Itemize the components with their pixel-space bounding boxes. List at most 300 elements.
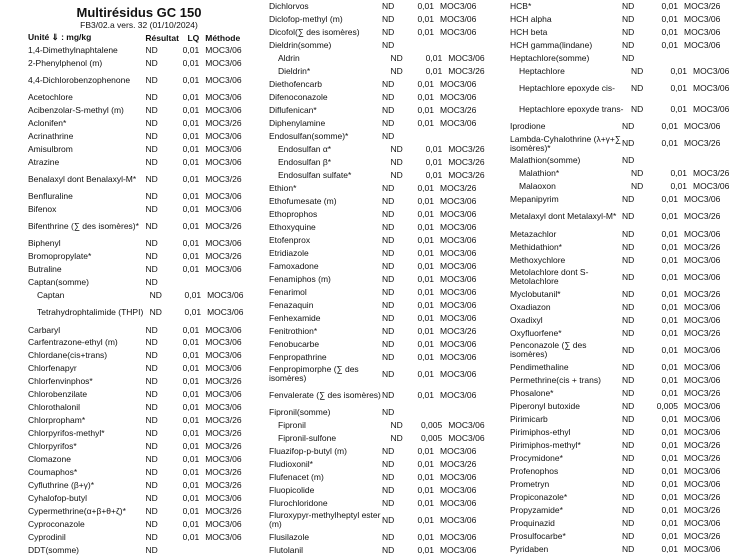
method-code: MOC3/06: [684, 301, 721, 312]
results-column-3: [510, 0, 742, 556]
lq-value: 0,01: [182, 44, 200, 55]
result-value: ND: [145, 221, 158, 232]
table-row: [269, 286, 498, 299]
method-code: MOC3/06: [205, 454, 242, 465]
result-value: ND: [390, 156, 403, 167]
table-row: [510, 491, 742, 504]
table-row: [269, 117, 498, 130]
substance-name: Fluopicolide: [269, 485, 315, 495]
substance-name: Fluroxypyr-methylheptyl ester (m): [269, 511, 381, 530]
method-code: MOC3/06: [205, 532, 242, 543]
table-row: [269, 432, 498, 445]
lq-value: 0,01: [182, 363, 200, 374]
substance-name: Cyhalofop-butyl: [28, 494, 88, 504]
method-code: MOC3/06: [205, 238, 242, 249]
lq-value: 0,01: [417, 471, 434, 482]
method-code: MOC3/26: [205, 467, 242, 478]
result-value: ND: [145, 105, 158, 116]
result-value: ND: [382, 39, 395, 50]
table-row: [269, 406, 498, 419]
substance-name: Bromopropylate*: [28, 252, 92, 262]
result-value: ND: [622, 478, 635, 489]
substance-name: Dicofol(∑ des isomères): [269, 27, 360, 37]
result-value: ND: [631, 65, 644, 76]
substance-name: Endosulfan β*: [278, 157, 332, 167]
table-row: [510, 426, 742, 439]
table-row: [510, 517, 742, 530]
method-code: MOC3/26: [205, 415, 242, 426]
result-value: ND: [631, 83, 644, 93]
substance-name: Aldrin: [278, 53, 300, 63]
method-code: MOC3/06: [684, 344, 721, 355]
substance-name: Captan: [37, 291, 65, 301]
lq-value: 0,01: [661, 327, 678, 338]
result-value: ND: [622, 465, 635, 476]
lq-value: 0,01: [670, 65, 687, 76]
result-value: ND: [382, 406, 395, 417]
lq-value: 0,01: [661, 0, 678, 11]
method-code: MOC3/06: [440, 26, 477, 37]
result-value: ND: [622, 52, 635, 63]
table-row: [28, 117, 250, 130]
method-code: MOC3/06: [205, 324, 242, 335]
result-value: ND: [622, 211, 635, 222]
table-row: [28, 143, 250, 156]
method-code: MOC3/06: [440, 195, 477, 206]
table-row: [269, 510, 498, 531]
substance-name: Acrinathrine: [28, 132, 74, 142]
substance-name: HCH gamma(lindane): [510, 40, 593, 50]
substance-name: Ethoxyquine: [269, 222, 316, 232]
table-row: [269, 299, 498, 312]
lq-value: 0,01: [417, 514, 434, 525]
result-value: ND: [145, 92, 158, 103]
method-code: MOC3/26: [684, 211, 721, 222]
table-row: [28, 466, 250, 479]
result-value: ND: [145, 363, 158, 374]
substance-name: Penconazole (∑ des isomères): [510, 341, 587, 360]
result-value: ND: [382, 325, 395, 336]
substance-name: Carfentrazone-ethyl (m): [28, 338, 118, 348]
table-row: [510, 361, 742, 374]
table-row: [510, 374, 742, 387]
result-value: ND: [145, 131, 158, 142]
table-row: [510, 504, 742, 517]
table-row: [269, 156, 498, 169]
method-code: MOC3/06: [440, 0, 477, 11]
result-value: ND: [145, 506, 158, 517]
substance-name: Fluazifop-p-butyl (m): [269, 446, 347, 456]
method-code: MOC3/26: [448, 65, 485, 76]
lq-value: 0,01: [417, 325, 434, 336]
results-list: [269, 0, 498, 557]
substance-name: Lambda-Cyhalothrine (λ+γ+∑ isomères)*: [510, 134, 621, 153]
result-value: ND: [622, 228, 635, 239]
table-row: [28, 362, 250, 375]
method-code: MOC3/06: [440, 221, 477, 232]
substance-name: Ethoprophos: [269, 209, 318, 219]
result-value: ND: [145, 350, 158, 361]
lq-value: 0,01: [417, 445, 434, 456]
method-code: MOC3/26: [684, 241, 721, 252]
method-code: MOC3/26: [448, 156, 485, 167]
result-value: ND: [145, 441, 158, 452]
lq-value: 0,01: [182, 105, 200, 116]
lq-value: 0,01: [425, 65, 443, 76]
substance-name: Acetochlore: [28, 93, 73, 103]
table-row: [269, 195, 498, 208]
result-value: ND: [622, 254, 635, 265]
table-row: [28, 479, 250, 492]
lq-value: 0,01: [182, 191, 200, 202]
substance-name: Heptachlore: [519, 66, 565, 76]
lq-value: 0,01: [417, 299, 434, 310]
lq-value: 0,01: [425, 143, 443, 154]
lq-value: 0,01: [182, 402, 200, 413]
page-title: Multirésidus GC 150: [76, 5, 202, 20]
lq-value: 0,01: [182, 376, 200, 387]
result-value: ND: [145, 157, 158, 168]
substance-name: Endosulfan α*: [278, 144, 332, 154]
method-code: MOC3/26: [205, 118, 242, 129]
table-row: [269, 13, 498, 26]
substance-name: Chlorfenapyr: [28, 364, 77, 374]
result-value: ND: [145, 415, 158, 426]
method-code: MOC3/26: [448, 169, 485, 180]
result-value: ND: [631, 104, 644, 115]
method-code: MOC3/06: [205, 131, 242, 142]
substance-name: Myclobutanil*: [510, 289, 561, 299]
result-value: ND: [622, 314, 635, 325]
lq-value: 0,01: [417, 338, 434, 349]
substance-name: Captan(somme): [28, 278, 89, 288]
method-code: MOC3/06: [693, 181, 730, 192]
substance-name: HCH beta: [510, 27, 548, 37]
lq-value: 0,01: [661, 452, 678, 463]
lq-value: 0,01: [425, 156, 443, 167]
table-row: [510, 340, 742, 361]
table-row: [269, 78, 498, 91]
result-value: ND: [390, 52, 403, 63]
table-row: [269, 544, 498, 557]
substance-name: Pirimicarb: [510, 414, 548, 424]
substance-name: Chlordane(cis+trans): [28, 351, 108, 361]
method-code: MOC3/06: [693, 104, 730, 115]
substance-name: Flusilazole: [269, 532, 310, 542]
substance-name: Flutolanil: [269, 545, 304, 555]
results-list: [510, 0, 742, 556]
substance-name: Amisulbrom: [28, 145, 73, 155]
table-row: [269, 143, 498, 156]
result-value: ND: [145, 57, 158, 68]
method-code: MOC3/06: [205, 350, 242, 361]
method-code: MOC3/06: [205, 44, 242, 55]
table-row: [269, 338, 498, 351]
method-code: MOC3/06: [205, 75, 242, 86]
table-row: [28, 57, 250, 70]
table-row: [269, 260, 498, 273]
result-value: ND: [622, 374, 635, 385]
substance-name: Metolachlore dont S-Metolachlore: [510, 268, 589, 287]
table-row: [269, 364, 498, 385]
result-value: ND: [622, 194, 635, 205]
table-row: [28, 216, 250, 237]
result-value: ND: [622, 288, 635, 299]
lq-value: 0,005: [420, 419, 443, 430]
lq-value: 0,01: [182, 506, 200, 517]
table-row: [28, 263, 250, 276]
table-row: [28, 91, 250, 104]
lq-value: 0,01: [661, 426, 678, 437]
table-row: [269, 52, 498, 65]
lq-value: 0,01: [661, 121, 678, 132]
lq-value: 0,01: [661, 301, 678, 312]
table-row: [269, 312, 498, 325]
substance-name: 2-Phenylphenol (m): [28, 58, 103, 68]
method-code: MOC3/06: [440, 286, 477, 297]
substance-name: Piperonyl butoxide: [510, 401, 580, 411]
method-code: MOC3/06: [684, 374, 721, 385]
lq-value: 0,01: [182, 389, 200, 400]
result-value: ND: [622, 121, 635, 132]
lq-value: 0,01: [670, 104, 687, 115]
substance-name: Malaoxon: [519, 182, 556, 192]
lq-value: 0,01: [417, 389, 434, 400]
method-code: MOC3/06: [205, 204, 242, 215]
method-code: MOC3/06: [205, 157, 242, 168]
lq-value: 0,01: [417, 91, 434, 102]
table-row: [510, 478, 742, 491]
substance-name: Etofenprox: [269, 235, 311, 245]
lq-value: 0,01: [417, 117, 434, 128]
result-value: ND: [145, 519, 158, 530]
substance-name: Fenitrothion*: [269, 326, 318, 336]
result-value: ND: [382, 286, 395, 297]
lq-value: 0,01: [661, 361, 678, 372]
substance-name: Fenazaquin: [269, 300, 314, 310]
lq-value: 0,01: [182, 454, 200, 465]
lq-value: 0,01: [182, 532, 200, 543]
table-row: [28, 302, 250, 323]
result-value: ND: [149, 290, 162, 301]
table-row: [510, 154, 742, 167]
result-value: ND: [382, 389, 395, 400]
method-code: MOC3/06: [440, 117, 477, 128]
method-code: MOC3/06: [205, 337, 242, 348]
method-code: MOC3/06: [205, 389, 242, 400]
table-header: [28, 31, 250, 44]
lq-value: 0,01: [417, 182, 434, 193]
table-row: [28, 44, 250, 57]
lq-value: 0,01: [417, 260, 434, 271]
method-code: MOC3/26: [684, 504, 721, 515]
lq-value: 0,01: [661, 439, 678, 450]
table-row: [28, 401, 250, 414]
method-code: MOC3/06: [205, 92, 242, 103]
lq-value: 0,01: [670, 168, 687, 179]
substance-name: Etridiazole: [269, 248, 309, 258]
substance-name: Benfluraline: [28, 192, 73, 202]
table-row: [28, 169, 250, 190]
substance-name: Endosulfan sulfate*: [278, 170, 352, 180]
result-value: ND: [145, 251, 158, 262]
result-value: ND: [382, 351, 395, 362]
method-code: MOC3/06: [684, 517, 721, 528]
table-row: [28, 492, 250, 505]
method-code: MOC3/06: [205, 402, 242, 413]
substance-name: DDT(somme): [28, 546, 79, 556]
result-value: ND: [622, 504, 635, 515]
result-value: ND: [382, 273, 395, 284]
table-row: [28, 440, 250, 453]
table-row: [510, 413, 742, 426]
method-code: MOC3/06: [205, 363, 242, 374]
substance-name: Cyfluthrine (β+γ)*: [28, 481, 95, 491]
result-value: ND: [622, 530, 635, 541]
substance-name: Chlorothalonil: [28, 403, 80, 413]
substance-name: Permethrine(cis + trans): [510, 375, 601, 385]
substance-name: Proquinazid: [510, 518, 555, 528]
lq-value: 0,01: [182, 415, 200, 426]
lq-value: 0,01: [417, 286, 434, 297]
table-row: [269, 182, 498, 195]
table-row: [269, 247, 498, 260]
lq-value: 0,01: [661, 517, 678, 528]
result-value: ND: [145, 204, 158, 215]
substance-name: Prometryn: [510, 479, 550, 489]
table-row: [510, 301, 742, 314]
method-code: MOC3/26: [693, 168, 730, 179]
result-value: ND: [622, 387, 635, 398]
table-row: [510, 78, 742, 99]
substance-name: Acibenzolar-S-methyl (m): [28, 106, 124, 116]
substance-name: Pirimiphos-methyl*: [510, 440, 581, 450]
substance-name: Fenpropathrine: [269, 352, 327, 362]
result-value: ND: [382, 514, 395, 525]
substance-name: Ethofumesate (m): [269, 196, 337, 206]
method-code: MOC3/26: [205, 221, 242, 232]
lq-value: 0,01: [182, 493, 200, 504]
table-row: [28, 414, 250, 427]
substance-name: Propiconazole*: [510, 492, 568, 502]
substance-name: Phosalone*: [510, 388, 554, 398]
result-value: ND: [622, 413, 635, 424]
result-value: ND: [390, 419, 403, 430]
result-value: ND: [382, 221, 395, 232]
table-row: [28, 324, 250, 337]
lq-value: 0,01: [182, 519, 200, 530]
lq-value: 0,01: [670, 181, 687, 192]
method-code: MOC3/26: [684, 288, 721, 299]
lq-value: 0,01: [417, 497, 434, 508]
result-value: ND: [390, 65, 403, 76]
table-row: [510, 99, 742, 120]
table-row: [28, 190, 250, 203]
substance-name: Malathion*: [519, 169, 560, 179]
result-value: ND: [382, 91, 395, 102]
result-value: ND: [149, 307, 162, 318]
table-row: [269, 0, 498, 13]
result-value: ND: [145, 191, 158, 202]
lq-value: 0,01: [417, 26, 434, 37]
lq-value: 0,01: [661, 314, 678, 325]
table-row: [28, 289, 250, 302]
table-row: [269, 445, 498, 458]
lq-value: 0,01: [182, 131, 200, 142]
method-code: MOC3/26: [440, 182, 477, 193]
lq-value: 0,01: [182, 157, 200, 168]
substance-name: Bifenthrine (∑ des isomères)*: [28, 222, 139, 232]
result-value: ND: [622, 543, 635, 554]
table-row: [510, 267, 742, 288]
table-row: [28, 349, 250, 362]
method-code: MOC3/26: [205, 506, 242, 517]
lq-value: 0,01: [417, 208, 434, 219]
result-value: ND: [382, 497, 395, 508]
lq-value: 0,01: [670, 83, 687, 93]
table-row: [510, 26, 742, 39]
lq-value: 0,01: [661, 228, 678, 239]
substance-name: Coumaphos*: [28, 468, 78, 478]
result-value: ND: [622, 39, 635, 50]
result-value: ND: [145, 480, 158, 491]
method-code: MOC3/06: [440, 497, 477, 508]
table-row: [28, 237, 250, 250]
table-row: [269, 221, 498, 234]
result-value: ND: [382, 13, 395, 24]
result-value: ND: [382, 247, 395, 258]
result-value: ND: [382, 531, 395, 542]
substance-name: Fipronil: [278, 420, 306, 430]
table-row: [510, 39, 742, 52]
method-code: MOC3/26: [684, 439, 721, 450]
result-value: ND: [390, 169, 403, 180]
method-code: MOC3/06: [440, 299, 477, 310]
result-value: ND: [145, 174, 158, 185]
method-code: MOC3/06: [205, 57, 242, 68]
method-code: MOC3/26: [205, 251, 242, 262]
method-code: MOC3/26: [205, 428, 242, 439]
method-code: MOC3/06: [440, 234, 477, 245]
lq-value: 0,01: [417, 484, 434, 495]
substance-name: Dieldrin(somme): [269, 40, 332, 50]
lq-value: 0,01: [182, 467, 200, 478]
table-row: [510, 228, 742, 241]
results-column-1: [28, 0, 250, 557]
lq-value: 0,01: [661, 530, 678, 541]
substance-name: Oxadixyl: [510, 315, 543, 325]
result-value: ND: [382, 471, 395, 482]
lq-value: 0,01: [182, 221, 200, 232]
substance-name: Heptachlore epoxyde cis-: [519, 84, 615, 93]
substance-name: Famoxadone: [269, 261, 319, 271]
column-header-result: Résultat: [145, 32, 179, 43]
result-value: ND: [622, 426, 635, 437]
substance-name: Fenvalerate (∑ des isomères): [269, 390, 381, 400]
result-value: ND: [382, 368, 395, 379]
substance-name: Fenhexamide: [269, 313, 321, 323]
result-value: ND: [145, 44, 158, 55]
substance-name: HCB*: [510, 1, 532, 11]
table-row: [510, 327, 742, 340]
method-code: MOC3/06: [684, 271, 721, 282]
column-header-lq: LQ: [187, 32, 200, 43]
method-code: MOC3/06: [205, 191, 242, 202]
lq-value: 0,01: [417, 13, 434, 24]
result-value: ND: [145, 324, 158, 335]
method-code: MOC3/06: [684, 426, 721, 437]
lq-value: 0,01: [417, 195, 434, 206]
